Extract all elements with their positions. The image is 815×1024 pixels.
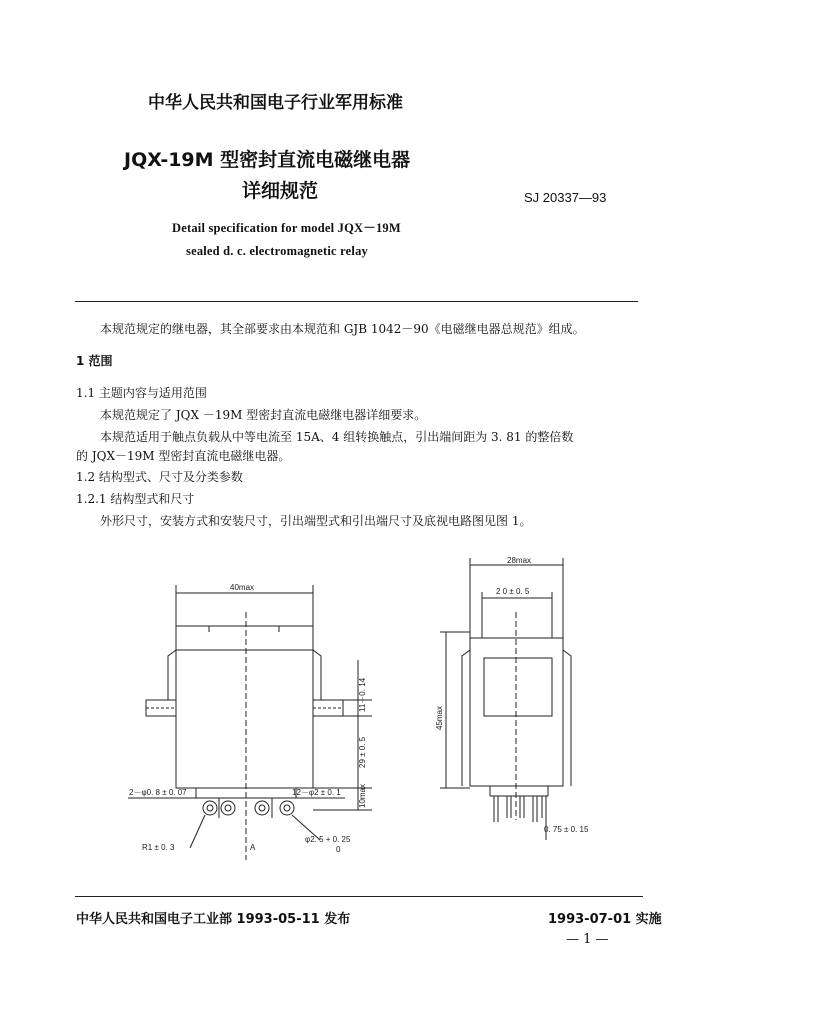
standard-category: 中华人民共和国电子行业军用标准 [148,93,403,113]
section-1-2-1-para1: 外形尺寸，安装方式和安装尺寸，引出端型式和引出端尺寸及底视电路图见图 1。 [100,514,532,528]
dim-inner-side: 2 0 ± 0. 5 [496,587,530,596]
english-title-line2: sealed d. c. electromagnetic relay [186,244,368,258]
dim-pin-width: 0. 75 ± 0. 15 [544,825,589,834]
footer-rule [75,896,643,897]
dim-body: 29 ± 0. 5 [358,736,367,768]
dim-flange: 11－0. 14 [358,677,367,712]
section-1-1-para1: 本规范规定了 JQX －19M 型密封直流电磁继电器详细要求。 [100,408,427,422]
intro-paragraph: 本规范规定的继电器，其全部要求由本规范和 GJB 1042－90《电磁继电器总规范》组成。 [100,322,585,336]
page-number: — 1 — [566,932,609,947]
dim-pins-dia: 12－φ2 ± 0. 1 [292,788,341,797]
dim-pin-pitch: φ2. 5 + 0. 25 [305,835,351,844]
effective-date: 1993-07-01 实施 [548,912,662,927]
dim-height: 45max [435,705,444,730]
issued-by: 中华人民共和国电子工业部 1993-05-11 发布 [76,912,351,927]
section-1-1-para2a: 本规范适用于触点负载从中等电流至 15A、4 组转换触点，引出端间距为 3. 81 的整倍数 [100,430,574,444]
section-1-1-para2b: 的 JQX－19M 型密封直流电磁继电器。 [76,449,291,463]
dim-pin-pitch-lower: 0 [336,845,341,854]
label-a: A [250,843,256,852]
standard-number: SJ 20337—93 [524,190,607,205]
dim-holes: 2－φ0. 8 ± 0. 07 [129,788,187,797]
dim-pins: 10max [358,783,367,808]
section-1-heading: 1 范围 [76,354,113,368]
section-1-1-heading: 1.1 主题内容与适用范围 [76,386,207,400]
dim-width-side: 28max [507,556,532,565]
dim-width-front: 40max [230,583,255,592]
section-1-2-1-heading: 1.2.1 结构型式和尺寸 [76,492,195,506]
doc-title-line2: 详细规范 [242,180,319,202]
doc-title-line1: JQX-19M 型密封直流电磁继电器 [124,149,411,171]
section-1-2-heading: 1.2 结构型式、尺寸及分类参数 [76,470,243,484]
dim-radius: R1 ± 0. 3 [142,843,175,852]
english-title-line1: Detail specification for model JQX－19M [172,221,401,235]
